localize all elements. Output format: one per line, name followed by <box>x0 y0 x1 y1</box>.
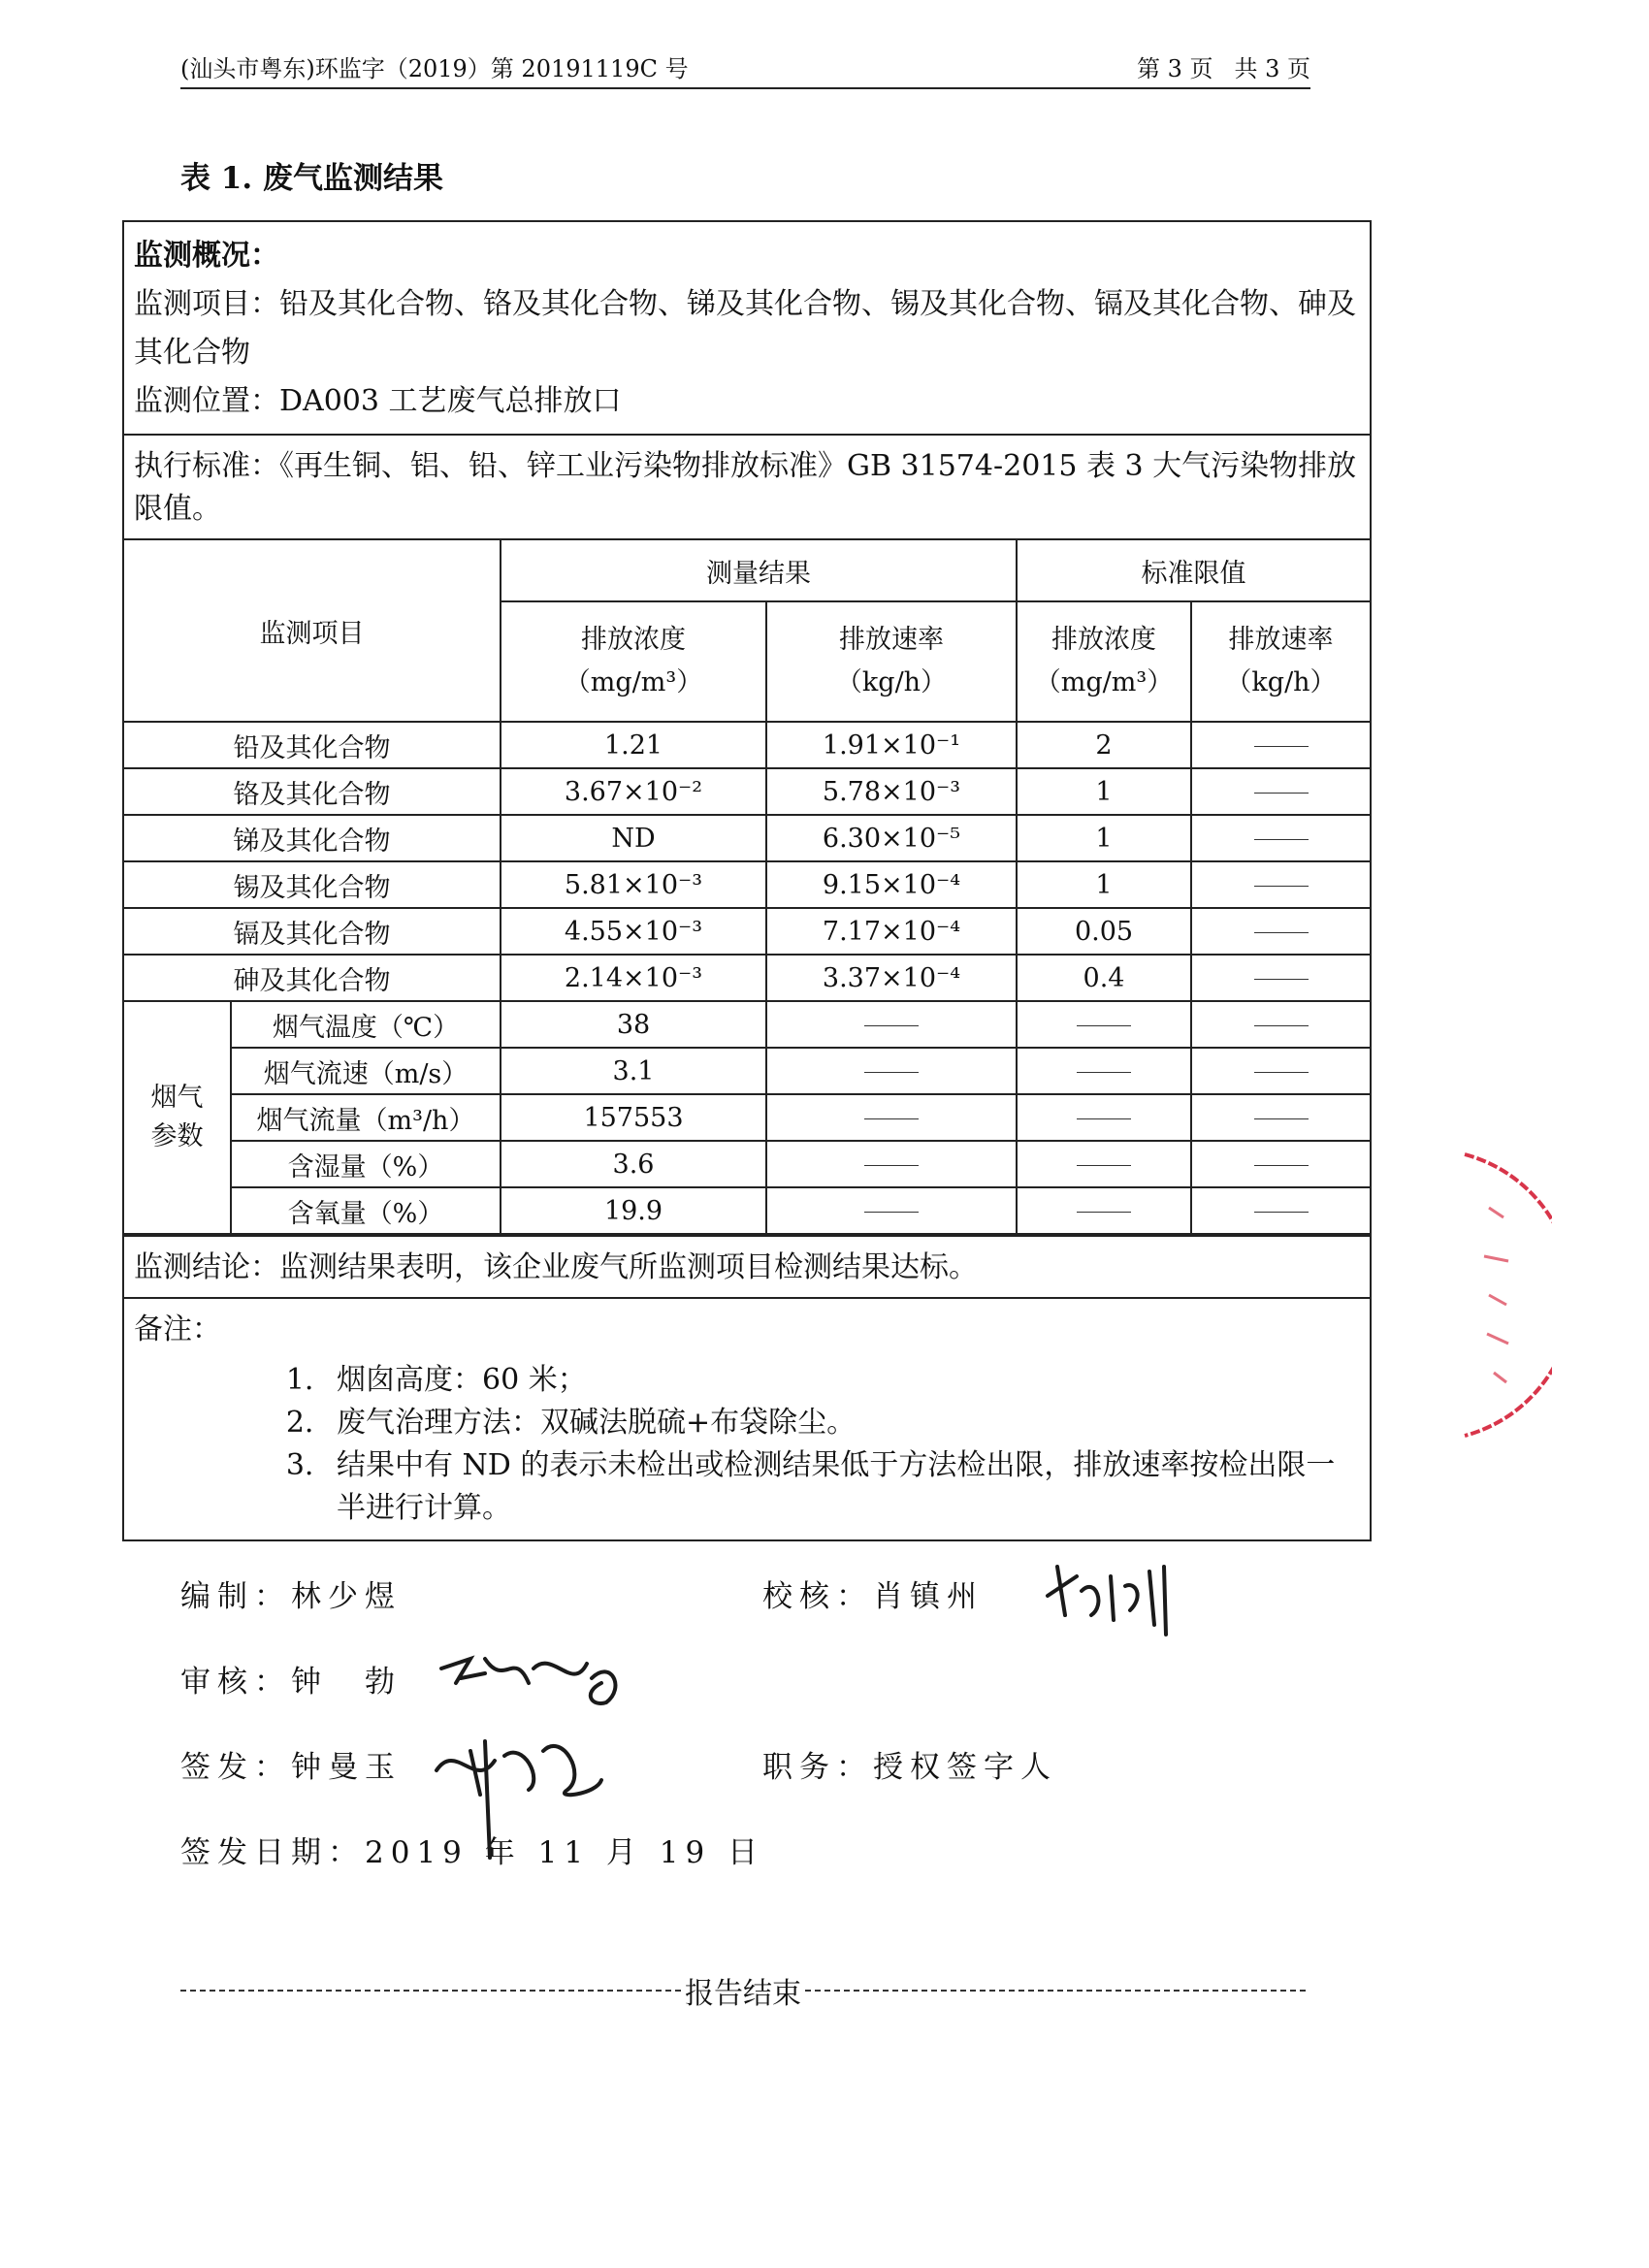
col-header-limit-conc: 排放浓度 （mg/m³） <box>1017 601 1191 722</box>
handwritten-signature <box>427 1722 611 1867</box>
table-header-row <box>124 540 1370 601</box>
overview-heading: 监测概况： <box>134 239 279 273</box>
list-item: 2. 废气治理方法：双碱法脱硫+布袋除尘。 <box>323 1402 1360 1444</box>
dash-mark <box>1077 1165 1131 1166</box>
col-header-limit: 标准限值 <box>1017 540 1370 601</box>
dash-mark <box>864 1165 919 1166</box>
table-row: 镉及其化合物 4.55×10⁻³ 7.17×10⁻⁴ 0.05 <box>124 908 1370 955</box>
dash-mark <box>1254 746 1309 747</box>
flue-row: 烟气流量（m³/h） 157553 <box>124 1094 1370 1141</box>
dash-mark <box>1254 1165 1309 1166</box>
date-line: 签发日期：2019 年 11 月 19 日 <box>180 1835 765 1870</box>
table-row: 砷及其化合物 2.14×10⁻³ 3.37×10⁻⁴ 0.4 <box>124 955 1370 1001</box>
col-header-item: 监测项目 <box>124 540 501 722</box>
issue-name: 钟曼玉 <box>291 1750 402 1785</box>
conclusion-line: 监测结论：监测结果表明，该企业废气所监测项目检测结果达标。 <box>134 1250 978 1284</box>
handwritten-signature <box>427 1639 640 1727</box>
table-row: 铬及其化合物 3.67×10⁻² 5.78×10⁻³ 1 <box>124 768 1370 815</box>
position-value: 授权签字人 <box>873 1750 1057 1785</box>
audit-line: 审核：钟 勃 <box>180 1665 402 1700</box>
table-row: 铅及其化合物 1.21 1.91×10⁻¹ 2 <box>124 722 1370 768</box>
dash-mark <box>1254 932 1309 933</box>
page-header <box>180 50 1310 89</box>
dash-mark <box>1077 1118 1131 1119</box>
dash-mark <box>1254 886 1309 887</box>
results-table-box <box>122 220 1372 1541</box>
dash-mark <box>864 1072 919 1073</box>
remarks-section <box>124 1299 1370 1539</box>
col-header-rate: 排放速率 （kg/h） <box>766 601 1017 722</box>
dash-mark <box>1077 1212 1131 1213</box>
dash-mark <box>1254 839 1309 840</box>
dash-mark <box>864 1118 919 1119</box>
remarks-heading: 备注： <box>134 1312 221 1346</box>
dashed-line-left <box>180 1990 681 1992</box>
col-header-measured: 测量结果 <box>501 540 1017 601</box>
audit-name: 钟 勃 <box>291 1665 402 1700</box>
table-title: 表 1. 废气监测结果 <box>180 161 443 196</box>
monitor-items-line: 监测项目：铅及其化合物、铬及其化合物、锑及其化合物、锡及其化合物、镉及其化合物、砷及其化合物 <box>134 287 1356 370</box>
dash-mark <box>1077 1025 1131 1026</box>
report-number: (汕头市粤东)环监字（2019）第 20191119C 号 <box>180 55 689 82</box>
review-line: 校核：肖镇州 <box>762 1579 984 1614</box>
flue-row: 烟气 参数 烟气温度（℃） 38 <box>124 1001 1370 1048</box>
dash-mark <box>1254 793 1309 794</box>
dash-mark <box>864 1212 919 1213</box>
list-item: 3. 结果中有 ND 的表示未检出或检测结果低于方法检出限，排放速率按检出限一半进行计算。 <box>323 1444 1360 1530</box>
table-row: 锡及其化合物 5.81×10⁻³ 9.15×10⁻⁴ 1 <box>124 861 1370 908</box>
col-header-conc: 排放浓度 （mg/m³） <box>501 601 766 722</box>
list-item: 1. 烟囱高度：60 米； <box>323 1359 1360 1402</box>
col-header-limit-rate: 排放速率 （kg/h） <box>1191 601 1370 722</box>
review-name: 肖镇州 <box>873 1579 984 1614</box>
dash-mark <box>1254 1118 1309 1119</box>
stamp-seal <box>1460 1150 1552 1441</box>
handwritten-signature <box>1038 1557 1183 1644</box>
standard-line: 执行标准：《再生铜、铝、铅、锌工业污染物排放标准》GB 31574-2015 表 3 大气污染物排放限值。 <box>134 449 1357 526</box>
monitor-location-line: 监测位置：DA003 工艺废气总排放口 <box>134 384 622 418</box>
dash-mark <box>864 1025 919 1026</box>
flue-row: 烟气流速（m/s） 3.1 <box>124 1048 1370 1094</box>
dash-mark <box>1254 1212 1309 1213</box>
results-table <box>124 540 1370 1235</box>
page-total: 共 3 页 <box>1234 55 1310 82</box>
issue-line: 签发：钟曼玉 <box>180 1750 402 1785</box>
conclusion-section <box>124 1235 1370 1299</box>
dashed-line-right <box>805 1990 1306 1992</box>
flue-group-label: 烟气 参数 <box>124 1001 231 1234</box>
dash-mark <box>1077 1072 1131 1073</box>
report-end <box>180 1969 1306 2012</box>
compile-line: 编制：林少煜 <box>180 1579 402 1614</box>
dash-mark <box>1254 979 1309 980</box>
dash-mark <box>1254 1072 1309 1073</box>
flue-row: 含湿量（%） 3.6 <box>124 1141 1370 1187</box>
overview-section <box>124 222 1370 436</box>
flue-row: 含氧量（%） 19.9 <box>124 1187 1370 1234</box>
remarks-list <box>134 1359 1360 1530</box>
dash-mark <box>1254 1025 1309 1026</box>
page-number: 第 3 页 <box>1136 55 1213 82</box>
table-row: 锑及其化合物 ND 6.30×10⁻⁵ 1 <box>124 815 1370 861</box>
compile-name: 林少煜 <box>291 1579 402 1614</box>
issue-date: 2019 年 11 月 19 日 <box>365 1835 765 1870</box>
position-line: 职务：授权签字人 <box>762 1750 1057 1785</box>
standard-section <box>124 436 1370 540</box>
report-end-label: 报告结束 <box>685 1977 801 2011</box>
